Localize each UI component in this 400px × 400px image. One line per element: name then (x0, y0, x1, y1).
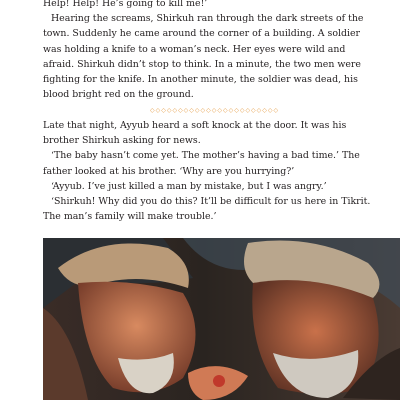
story-paragraph: Hearing the screams, Shirkuh ran through the dark streets of the town. Suddenly he came around the corner of a building. A soldier was holding a knife to a woman’s neck. Her eyes were wild and afraid. Shirkuh didn’t stop to think. In a minute, the two men were fighting for the knife. In another minute, the soldier was dead, his blood bright red on the ground. (43, 13, 364, 101)
ornamental-divider-icon: ◇◇◇◇◇◇◇◇◇◇◇◇◇◇◇◇◇◇◇◇◇◇◇ (150, 107, 280, 114)
story-paragraph: Help! Help! He’s going to kill me!’ (43, 0, 208, 9)
story-paragraph: ‘The baby hasn’t come yet. The mother’s having a bad time.’ The father looked at his brother. ‘Why are you hurrying?’ (43, 150, 360, 177)
two-men-illustration (43, 238, 400, 400)
story-paragraph: ‘Ayyub. I’ve just killed a man by mistake, but I was angry.’ (51, 180, 327, 192)
story-text-top (43, 0, 371, 102)
story-paragraph: ‘Shirkuh! Why did you do this? It’ll be difficult for us here in Tikrit. The man’s family will make trouble.’ (43, 196, 371, 223)
story-paragraph: Late that night, Ayyub heard a soft knock at the door. It was his brother Shirkuh asking for news. (43, 120, 347, 147)
story-text-bottom (43, 118, 371, 224)
